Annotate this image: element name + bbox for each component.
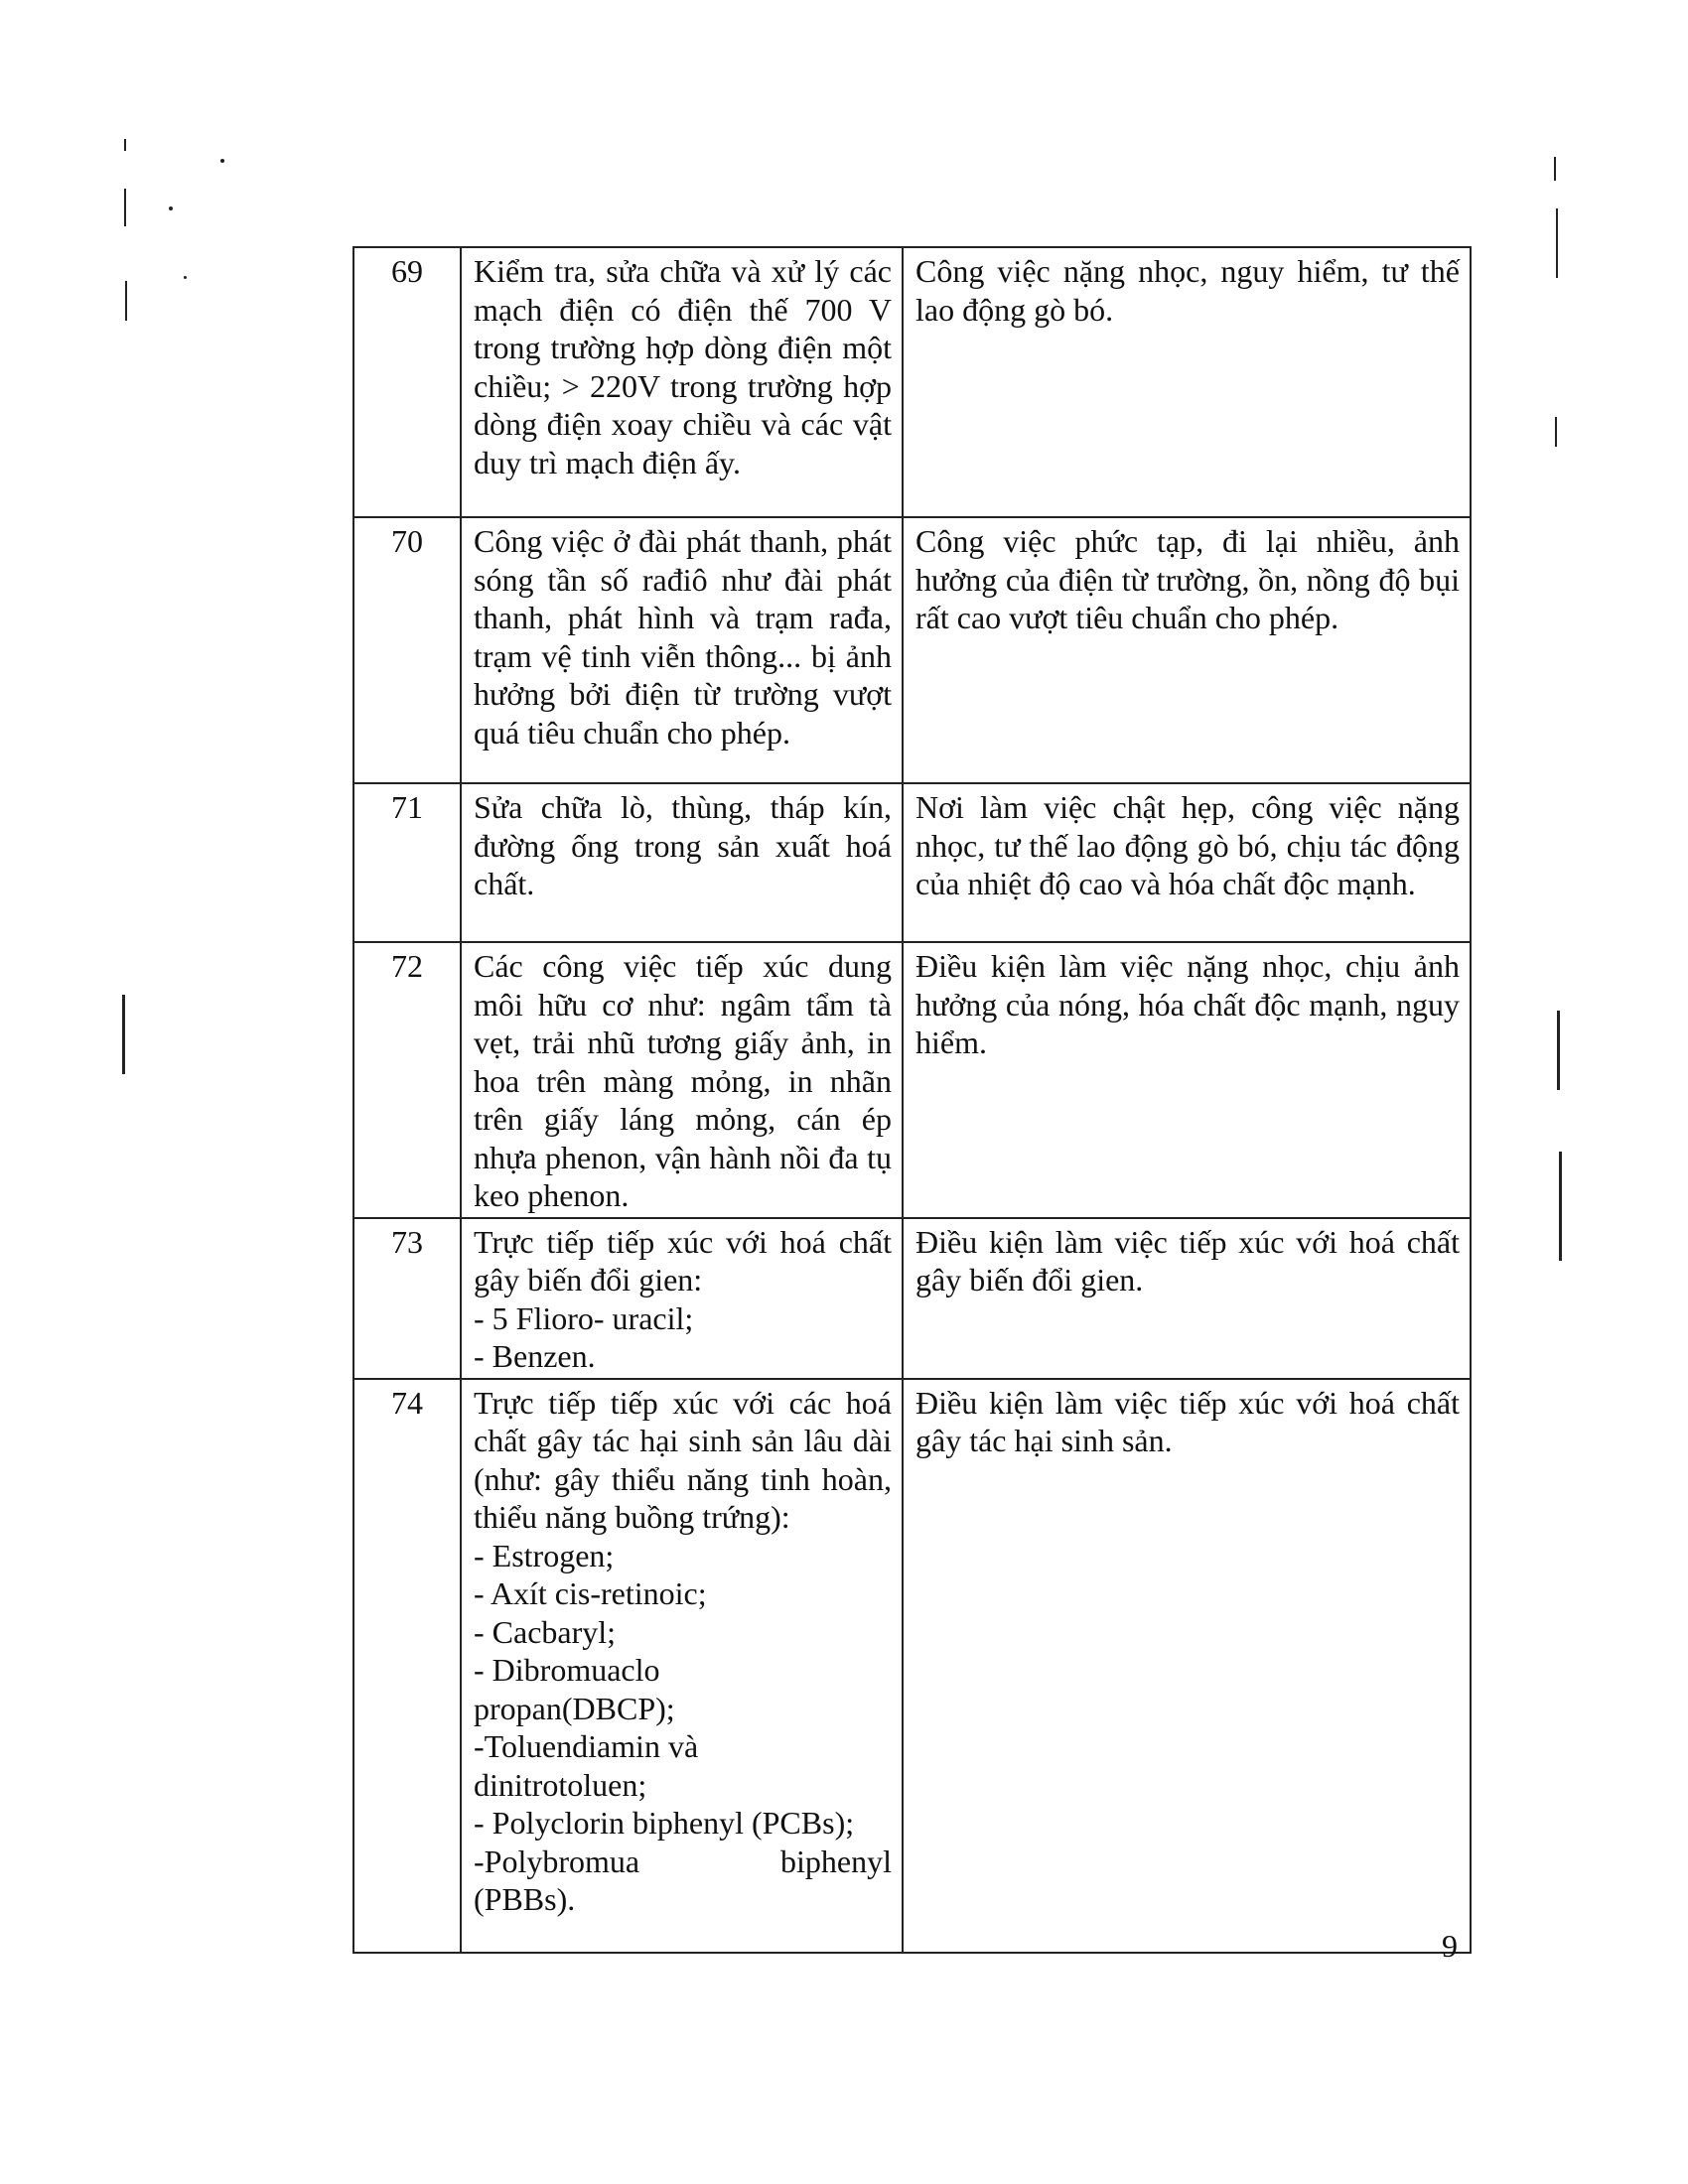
substance-item: - Estrogen; (474, 1537, 615, 1573)
row-number: 70 (353, 517, 461, 783)
work-description: Các công việc tiếp xúc dung môi hữu cơ như: ngâm tẩm tà vẹt, trải nhũ tương giấy ảnh, in hoa trên màng mỏng, in nhãn trên giấy láng mỏng, cán ép nhựa phenon, vận hành nồi đa tụ keo phenon. (461, 942, 903, 1218)
table-row (353, 1379, 1471, 1953)
work-intro: Trực tiếp tiếp xúc với hoá chất gây biến đổi gien: (474, 1223, 892, 1297)
row-number: 72 (353, 942, 461, 1218)
work-description: Kiểm tra, sửa chữa và xử lý các mạch điện có điện thế 700 V trong trường hợp dòng điện một chiều; > 220V trong trường hợp dòng điện xoay chiều và các vật duy trì mạch điện ấy. (461, 247, 903, 517)
working-conditions: Nơi làm việc chật hẹp, công việc nặng nhọc, tư thế lao động gò bó, chịu tác động của nhiệt độ cao và hóa chất độc mạnh. (903, 783, 1471, 942)
scan-mark (124, 189, 126, 226)
page-number: 9 (1442, 1928, 1458, 1964)
scan-mark (220, 159, 224, 163)
row-number: 74 (353, 1379, 461, 1953)
scan-mark (169, 206, 173, 210)
substance-item: - Dibromuaclo (474, 1652, 660, 1688)
substance-item: -Toluendiamin và (474, 1728, 699, 1764)
substance-item: - 5 Flioro- uracil; (474, 1299, 694, 1336)
working-conditions: Điều kiện làm việc tiếp xúc với hoá chất gây biến đổi gien. (903, 1218, 1471, 1379)
table-row (353, 783, 1471, 942)
substance-item: - Cacbaryl; (474, 1613, 617, 1650)
scan-mark (124, 139, 126, 151)
substance-item: - Polyclorin biphenyl (PCBs); (474, 1805, 855, 1841)
substance-item: propan(DBCP); (474, 1690, 675, 1726)
substance-item: - Axít cis-retinoic; (474, 1575, 707, 1611)
scan-mark (184, 276, 187, 279)
scan-mark (1557, 1011, 1560, 1090)
table-row (353, 942, 1471, 1218)
scan-mark (1556, 208, 1558, 278)
working-conditions: Điều kiện làm việc tiếp xúc với hoá chất gây tác hại sinh sản. (903, 1379, 1471, 1953)
work-description: Công việc ở đài phát thanh, phát sóng tần số rađiô như đài phát thanh, phát hình và trạm rađa, trạm vệ tinh viễn thông... bị ảnh hưởng bởi điện từ trường vượt quá tiêu chuẩn cho phép. (461, 517, 903, 783)
work-intro: Trực tiếp tiếp xúc với các hoá chất gây tác hại sinh sản lâu dài (như: gây thiểu năng tinh hoàn, thiểu năng buồng trứng): (474, 1384, 892, 1535)
table-row (353, 517, 1471, 783)
scan-mark (1559, 1152, 1562, 1261)
scan-mark (125, 281, 127, 321)
table-row (353, 247, 1471, 517)
work-description (461, 1379, 903, 1953)
work-description: Sửa chữa lò, thùng, tháp kín, đường ống trong sản xuất hoá chất. (461, 783, 903, 942)
occupation-table (352, 246, 1472, 1954)
row-number: 73 (353, 1218, 461, 1379)
scan-mark (1554, 157, 1556, 181)
work-description (461, 1218, 903, 1379)
substance-item: - Benzen. (474, 1338, 596, 1374)
scan-mark (1555, 417, 1557, 447)
working-conditions: Công việc phức tạp, đi lại nhiều, ảnh hưởng của điện từ trường, ồn, nồng độ bụi rất cao vượt tiêu chuẩn cho phép. (903, 517, 1471, 783)
row-number: 69 (353, 247, 461, 517)
working-conditions: Công việc nặng nhọc, nguy hiểm, tư thế lao động gò bó. (903, 247, 1471, 517)
substance-item: dinitrotoluen; (474, 1766, 647, 1803)
working-conditions: Điều kiện làm việc nặng nhọc, chịu ảnh hưởng của nóng, hóa chất độc mạnh, nguy hiểm. (903, 942, 1471, 1218)
substance-item: -Polybromua biphenyl (474, 1843, 892, 1879)
substance-item: (PBBs). (474, 1881, 576, 1917)
table-row (353, 1218, 1471, 1379)
row-number: 71 (353, 783, 461, 942)
scan-mark (122, 995, 125, 1074)
